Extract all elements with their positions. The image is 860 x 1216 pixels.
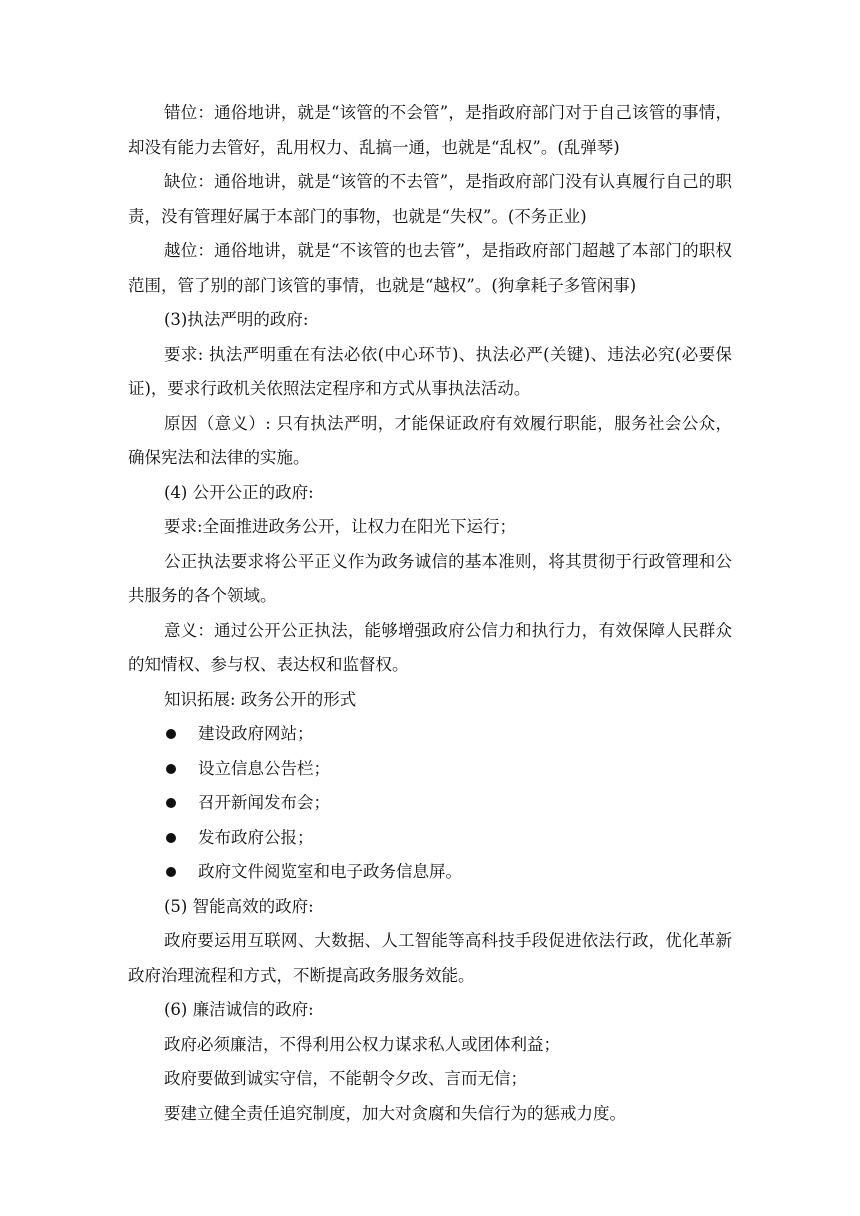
paragraph-reason-3: 原因（意义）: 只有执法严明，才能保证政府有效履行职能，服务社会公众，确保宪法和法律的实施。: [128, 413, 732, 467]
disclosure-forms-list: [128, 717, 732, 890]
paragraph-integrity-3: 要建立健全责任追究制度，加大对贪腐和失信行为的惩戒力度。: [164, 1103, 626, 1123]
section-heading-5: (5) 智能高效的政府:: [164, 896, 314, 916]
section-heading-3: (3)执法严明的政府:: [164, 310, 309, 329]
bullet-icon: [166, 833, 176, 843]
list-item-text: 设立信息公告栏；: [198, 758, 330, 778]
list-item: [128, 752, 732, 787]
section-heading-4: (4) 公开公正的政府:: [164, 482, 314, 502]
bullet-icon: [166, 798, 176, 808]
list-item-text: 政府文件阅览室和电子政务信息屏。: [198, 862, 462, 881]
paragraph-integrity-2: 政府要做到诚实守信，不能朝令夕改、言而无信；: [164, 1069, 527, 1088]
paragraph-efficient-government: 政府要运用互联网、大数据、人工智能等高科技手段促进依法行政，优化革新政府治理流程和方式，不断提高政务服务效能。: [128, 931, 732, 985]
paragraph-requirement-3: 要求: 执法严明重在有法必依(中心环节)、执法必严(关键)、违法必究(必要保证)，要求行政机关依照法定程序和方式从事执法活动。: [128, 344, 732, 398]
list-item: [128, 786, 732, 821]
paragraph-cuowei: 错位：通俗地讲，就是“该管的不会管”，是指政府部门对于自己该管的事情，却没有能力去管好，乱用权力、乱搞一通，也就是“乱权”。(乱弹琴): [128, 103, 732, 157]
bullet-icon: [166, 764, 176, 774]
document-body: [128, 96, 732, 1131]
list-item-text: 召开新闻发布会；: [198, 793, 330, 812]
knowledge-extension-heading: 知识拓展: 政务公开的形式: [164, 689, 357, 709]
list-item-text: 发布政府公报；: [198, 827, 314, 847]
list-item: [128, 717, 732, 752]
paragraph-quewei: 缺位：通俗地讲，就是“该管的不去管”，是指政府部门没有认真履行自己的职责，没有管理好属于本部门的事物，也就是“失权”。(不务正业): [128, 172, 732, 226]
paragraph-significance-4: 意义：通过公开公正执法，能够增强政府公信力和执行力，有效保障人民群众的知情权、参与权、表达权和监督权。: [128, 620, 732, 674]
paragraph-yuewei: 越位：通俗地讲，就是“不该管的也去管”，是指政府部门超越了本部门的职权范围，管了别的部门该管的事情，也就是“越权”。(狗拿耗子多管闲事): [128, 241, 732, 295]
bullet-icon: [166, 867, 176, 877]
paragraph-integrity-1: 政府必须廉洁，不得利用公权力谋求私人或团体利益；: [164, 1034, 560, 1054]
list-item: [128, 821, 732, 856]
paragraph-requirement-4: 要求:全面推进政务公开，让权力在阳光下运行；: [164, 517, 517, 536]
list-item: [128, 855, 732, 890]
list-item-text: 建设政府网站；: [198, 724, 314, 743]
paragraph-fair-enforcement: 公正执法要求将公平正义作为政务诚信的基本准则，将其贯彻于行政管理和公共服务的各个领域。: [128, 551, 732, 605]
section-heading-6: (6) 廉洁诚信的政府:: [164, 1000, 314, 1019]
bullet-icon: [166, 729, 176, 739]
